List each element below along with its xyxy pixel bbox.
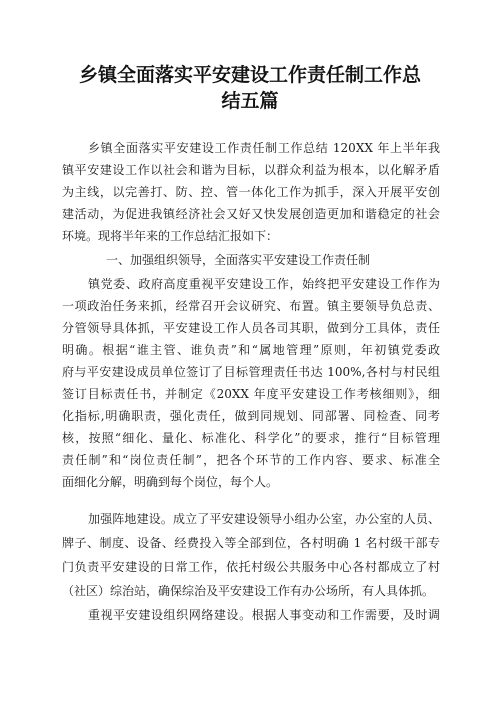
body-line: 镇平安建设工作以社会和谐为目标，以群众利益为根本，以化解矛盾 xyxy=(62,163,440,177)
body-line: 为主线，以完善打、防、控、管一体化工作为抓手，深入开展平安创 xyxy=(62,185,440,199)
body-line: 责任制”和“岗位责任制”，把各个环节的工作内容、要求、标准全 xyxy=(62,453,440,467)
body-line: 牌子、制度、设备、经费投入等全部到位，各村明确 1 名村级干部专 xyxy=(62,536,440,550)
body-line: 环境。现将半年来的工作总结汇报如下： xyxy=(62,229,279,243)
body-line: 明确。根据“谁主管、谁负责”和“属地管理”原则，年初镇党委政 xyxy=(62,343,440,357)
body-line: 分管领导具体抓，平安建设工作人员各司其职，做到分工具体，责任 xyxy=(62,321,440,335)
body-line: 加强阵地建设。成立了平安建设领导小组办公室，办公室的人员、 xyxy=(88,512,440,526)
body-line: 府与平安建设成员单位签订了目标管理责任书达 100%,各村与村民组 xyxy=(62,365,440,379)
body-line: 重视平安建设组织网络建设。根据人事变动和工作需要，及时调 xyxy=(88,608,440,622)
document-title-line-2: 结五篇 xyxy=(221,90,279,112)
body-line: 化指标,明确职责，强化责任，做到同规划、同部署、同检查、同考 xyxy=(62,409,440,423)
document-title-line-1: 乡镇全面落实平安建设工作责任制工作总 xyxy=(78,64,421,86)
body-line: 核，按照“细化、量化、标准化、科学化”的要求，推行“目标管理 xyxy=(62,431,440,445)
body-line: 门负责平安建设的日常工作，依托村级公共服务中心各村都成立了村 xyxy=(62,560,440,574)
body-line: 镇党委、政府高度重视平安建设工作，始终把平安建设工作作为 xyxy=(88,277,440,291)
body-line: 乡镇全面落实平安建设工作责任制工作总结 120XX 年上半年我 xyxy=(88,141,440,155)
body-line: 面细化分解，明确到每个岗位，每个人。 xyxy=(62,475,279,489)
body-line: 签订目标责任书，并制定《20XX 年度平安建设工作考核细则》，细 xyxy=(62,387,440,401)
body-line: 一项政治任务来抓，经常召开会议研究、布置。镇主要领导负总责、 xyxy=(62,299,440,313)
section-heading: 一、加强组织领导，全面落实平安建设工作责任制 xyxy=(106,253,371,267)
body-line: （社区）综治站，确保综治及平安建设工作有办公场所，有人具体抓。 xyxy=(62,584,435,598)
body-line: 建活动，为促进我镇经济社会又好又快发展创造更加和谐稳定的社会 xyxy=(62,207,440,221)
